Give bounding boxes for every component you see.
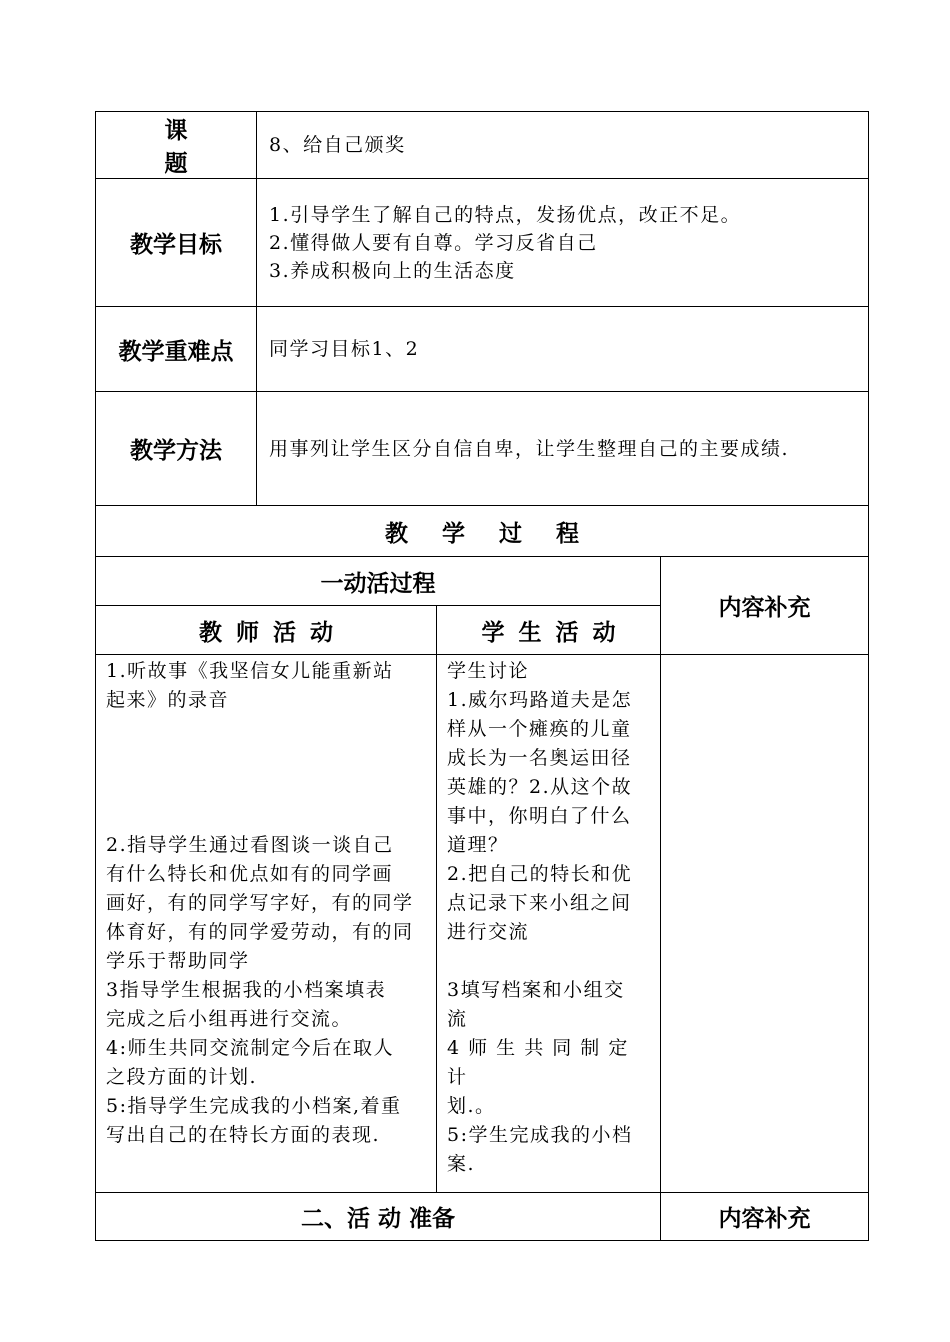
teacher-line: 3指导学生根据我的小档案填表 [106,979,387,1001]
teacher-line: 5:指导学生完成我的小档案,着重 [106,1095,402,1117]
goals-label: 教学目标 [96,179,257,307]
student-line: 点记录下来小组之间 [447,892,632,914]
goals-row [96,179,869,307]
student-line: 1.威尔玛路道夫是怎 [447,689,633,711]
teacher-line: 1.听故事《我坚信女儿能重新站 [106,660,394,682]
teacher-line: 画好，有的同学写字好，有的同学 [106,892,414,914]
methods-row [96,392,869,506]
teacher-line: 体育好，有的同学爱劳动，有的同 [106,921,414,943]
teacher-activity-header: 教师活动 [96,606,437,655]
supplement-body-cell [661,655,869,1193]
blank-line [106,802,428,831]
goal-item: 2.懂得做人要有自尊。学习反省自己 [269,231,598,254]
key-points-value: 同学习目标1、2 [257,307,869,392]
student-line: 成长为一名奥运田径 [447,747,632,769]
student-line: 3填写档案和小组交 [447,979,625,1001]
student-line: 学生讨论 [447,660,530,682]
goal-item: 1.引导学生了解自己的特点，发扬优点，改正不足。 [269,203,742,226]
student-activity-cell [437,655,661,1193]
teacher-line: 写出自己的在特长方面的表现. [106,1124,381,1146]
section2-supplement: 内容补充 [661,1193,869,1241]
student-line: 进行交流 [447,921,530,943]
teacher-line: 4:师生共同交流制定今后在取人 [106,1037,394,1059]
student-line: 事中，你明白了什么 [447,805,632,827]
activity-body-row [96,655,869,1193]
goals-list [257,179,869,307]
teacher-line: 学乐于帮助同学 [106,950,250,972]
topic-row [96,112,869,179]
topic-value: 8、给自己颁奖 [257,112,869,179]
blank-line [106,773,428,802]
teacher-line: 完成之后小组再进行交流。 [106,1008,353,1030]
student-line: 5:学生完成我的小档 [447,1124,633,1146]
blank-line [106,744,428,773]
teacher-line: 有什么特长和优点如有的同学画 [106,863,394,885]
topic-label: 课题 [96,112,257,179]
section2-row [96,1193,869,1241]
teacher-activity-cell [96,655,437,1193]
teacher-line: 2.指导学生通过看图谈一谈自己 [106,834,394,856]
student-line: 英雄的？2.从这个故 [447,776,633,798]
methods-value: 用事列让学生区分自信自卑，让学生整理自己的主要成绩. [257,392,869,506]
key-points-row [96,307,869,392]
blank-line [106,715,428,744]
section1-title-row [96,557,869,606]
teacher-line: 之段方面的计划. [106,1066,258,1088]
student-line: 案. [447,1153,476,1175]
student-line: 划.。 [447,1095,496,1117]
key-points-label: 教学重难点 [96,307,257,392]
section1-title: 一动活过程 [96,557,661,606]
process-title-row [96,506,869,557]
supplement-header: 内容补充 [661,557,869,655]
student-line: 样从一个瘫痪的儿童 [447,718,632,740]
lesson-plan-table [95,111,869,1241]
student-activity-header: 学生活动 [437,606,661,655]
blank-line [447,947,652,976]
student-line: 流 [447,1008,468,1030]
student-line: 道理？ [447,834,509,856]
student-line: 4 师 生 共 同 制 定 计 [447,1037,629,1088]
methods-label: 教学方法 [96,392,257,506]
teacher-line: 起来》的录音 [106,689,230,711]
goal-item: 3.养成积极向上的生活态度 [269,259,516,282]
student-line: 2.把自己的特长和优 [447,863,633,885]
section2-title: 二、活 动 准备 [96,1193,661,1241]
process-title: 教学过程 [96,506,869,557]
